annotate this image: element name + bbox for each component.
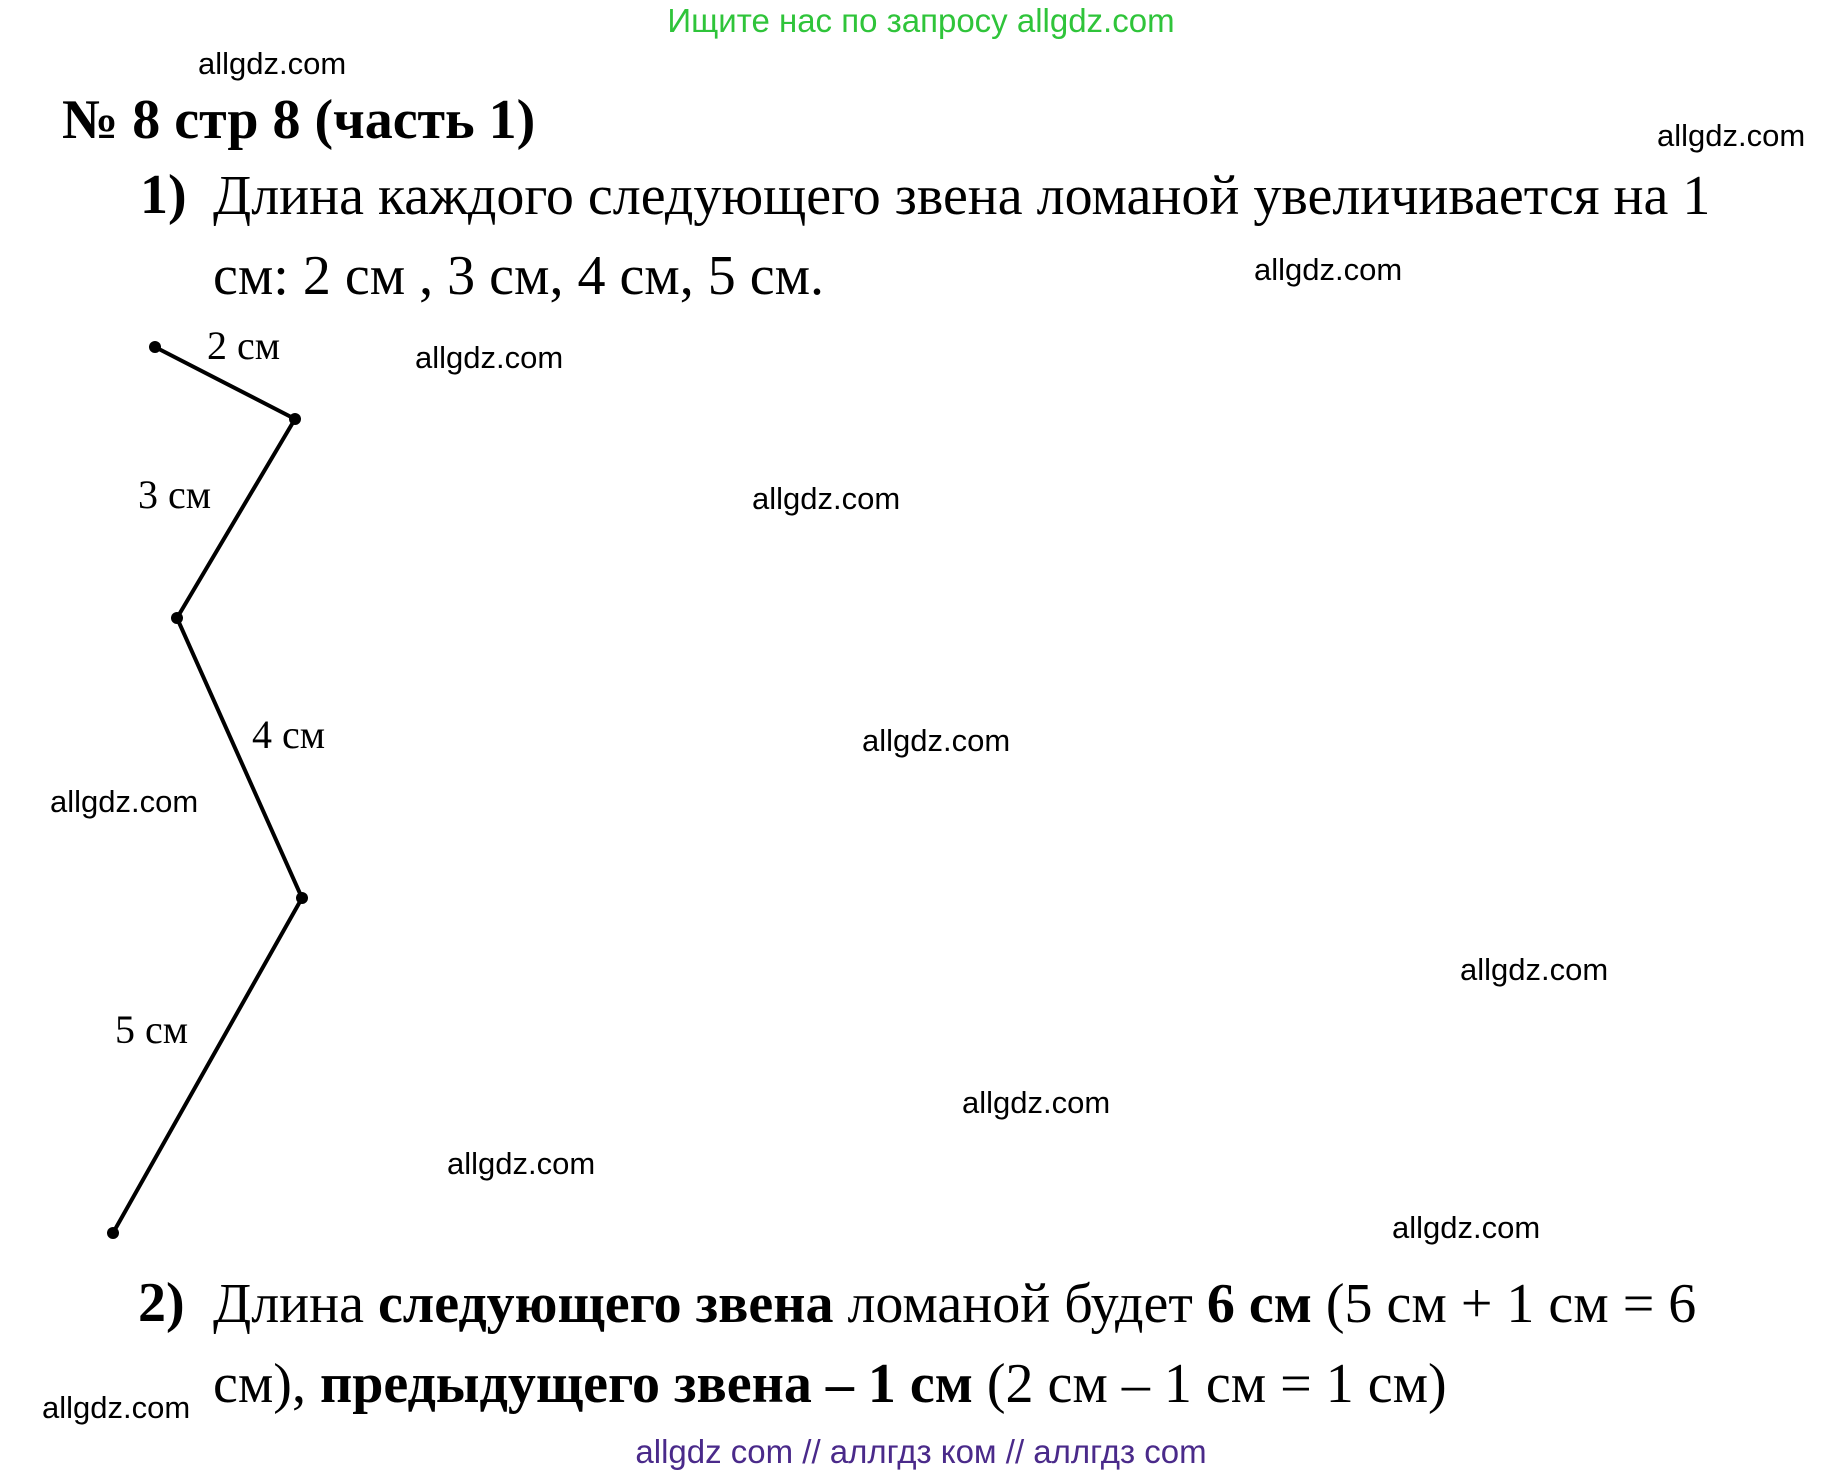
item2-bold-text: следующего звена: [377, 1273, 834, 1335]
watermark: allgdz.com: [962, 1085, 1111, 1120]
vertex-point: [171, 612, 183, 624]
watermark: allgdz.com: [1460, 952, 1609, 987]
watermark: allgdz.com: [415, 340, 564, 375]
vertex-point: [296, 892, 308, 904]
watermark: allgdz.com: [198, 46, 347, 81]
segment-4: [113, 898, 302, 1233]
item1-line1: Длина каждого следующего звена ломаной увеличивается на 1: [213, 165, 1711, 227]
segment-label-2: 3 см: [138, 472, 212, 517]
item2-line2: [213, 1344, 1447, 1424]
watermark: allgdz.com: [42, 1390, 191, 1425]
segment-3: [177, 618, 302, 898]
vertex-point: [107, 1227, 119, 1239]
item1-line2: см: 2 см , 3 см, 4 см, 5 см.: [213, 245, 825, 307]
segment-label-4: 5 см: [115, 1007, 189, 1052]
item2-number: 2): [138, 1272, 185, 1334]
item2-text: (5 см + 1 см = 6: [1311, 1273, 1697, 1335]
segment-label-3: 4 см: [252, 712, 326, 757]
watermark: allgdz.com: [50, 784, 199, 819]
top-banner: Ищите нас по запросу allgdz.com: [667, 2, 1175, 39]
vertex-point: [149, 341, 161, 353]
item2-text: см),: [213, 1353, 320, 1415]
watermark: allgdz.com: [1392, 1210, 1541, 1245]
footer-links: allgdz com // аллгдз ком // аллгдз com: [635, 1433, 1207, 1470]
item2-bold-text: предыдущего звена – 1 см: [319, 1353, 973, 1415]
segment-2: [177, 419, 295, 618]
watermark: allgdz.com: [862, 723, 1011, 758]
item1-number: 1): [140, 164, 187, 226]
watermark: allgdz.com: [752, 481, 901, 516]
vertex-point: [289, 413, 301, 425]
watermark: allgdz.com: [447, 1146, 596, 1181]
item2-line1: [213, 1264, 1696, 1344]
item2-text: ломаной будет: [833, 1273, 1207, 1335]
item2-bold-text: 6 см: [1206, 1273, 1312, 1335]
watermark: allgdz.com: [1657, 118, 1806, 153]
page-title: № 8 стр 8 (часть 1): [62, 89, 536, 151]
item2-text: (2 см – 1 см = 1 см): [972, 1353, 1447, 1415]
watermark: allgdz.com: [1254, 252, 1403, 287]
segment-label-1: 2 см: [207, 323, 281, 368]
item2-text: Длина: [213, 1273, 378, 1335]
